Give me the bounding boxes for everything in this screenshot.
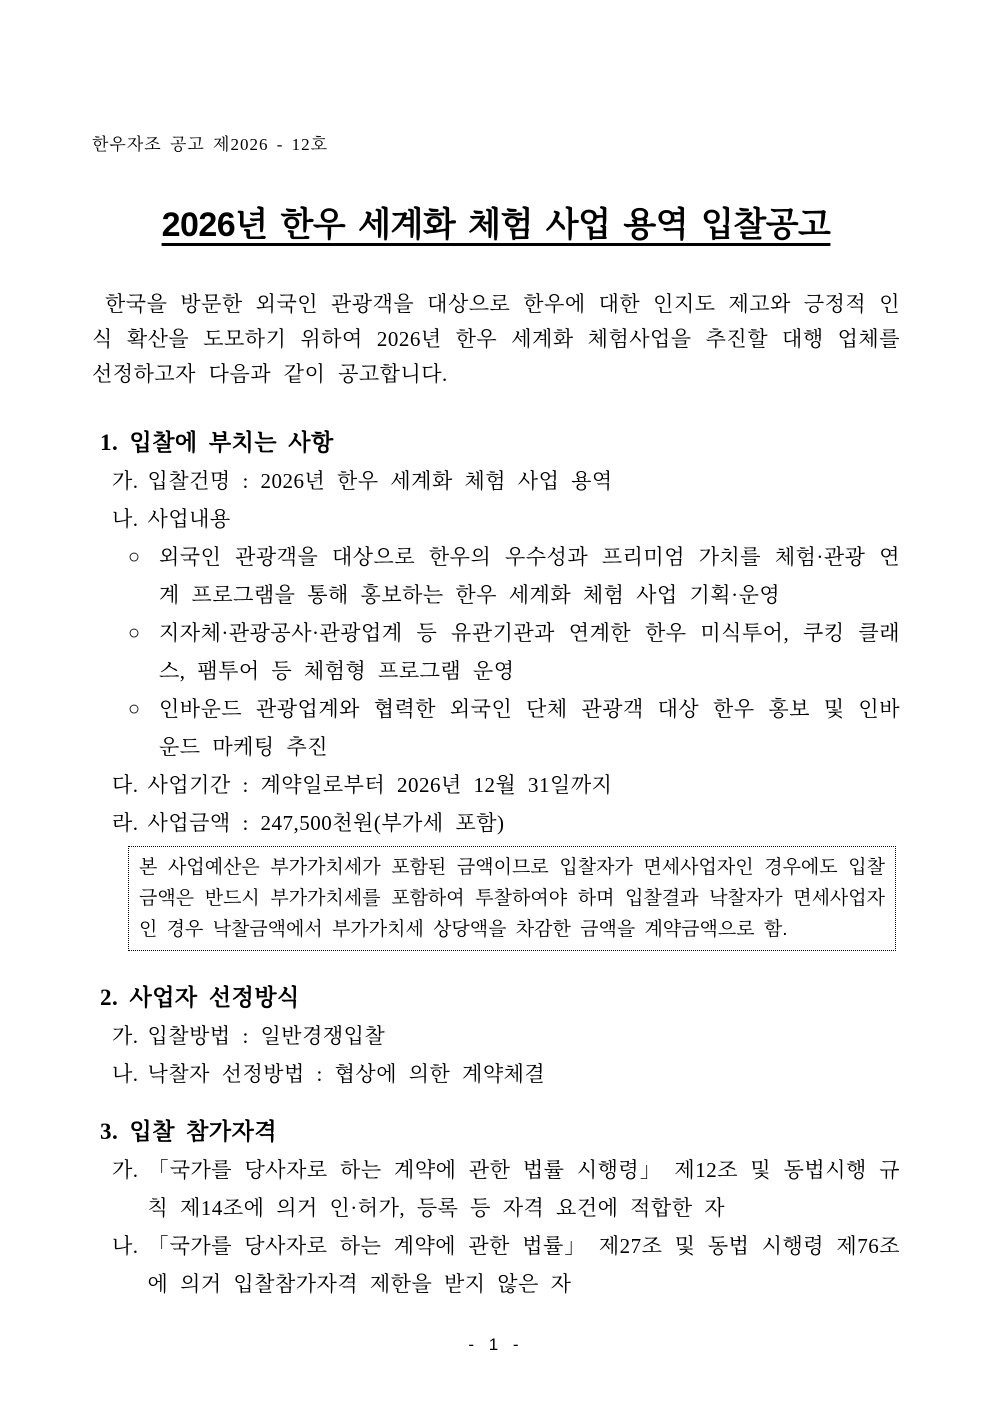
section-2-heading: 2. 사업자 선정방식 [100, 985, 300, 1010]
item-business-period [112, 766, 900, 804]
item-business-amount [112, 804, 900, 842]
item-qualification-1 [112, 1151, 900, 1227]
item-label: 나. [112, 507, 139, 531]
item-label: 가. [112, 1158, 139, 1182]
intro-paragraph: 한국을 방문한 외국인 관광객을 대상으로 한우에 대한 인지도 제고와 긍정적 인식 확산을 도모하기 위하여 2026년 한우 세계화 체험사업을 추진할 대행 업체를 선정하고자 다음과 같이 공고합니다. [92, 292, 900, 386]
bullet-tour-program [128, 614, 900, 690]
page-title [92, 201, 900, 249]
item-award-method [112, 1055, 900, 1093]
item-text: 입찰건명 : 2026년 한우 세계화 체험 사업 용역 [147, 469, 613, 493]
section-3-heading: 3. 입찰 참가자격 [100, 1119, 278, 1144]
item-label: 가. [112, 1024, 139, 1048]
bullet-text: 인바운드 관광업계와 협력한 외국인 단체 관광객 대상 한우 홍보 및 인바운드 마케팅 추진 [159, 697, 900, 759]
item-bid-name [112, 462, 900, 500]
circle-bullet-marker: ○ [128, 546, 141, 568]
item-label: 나. [112, 1234, 139, 1258]
item-text: 사업기간 : 계약일로부터 2026년 12월 31일까지 [147, 773, 613, 797]
item-text: 입찰방법 : 일반경쟁입찰 [147, 1024, 386, 1048]
item-label: 라. [112, 811, 139, 835]
bullet-text: 외국인 관광객을 대상으로 한우의 우수성과 프리미엄 가치를 체험·관광 연계 프로그램을 통해 홍보하는 한우 세계화 체험 사업 기획·운영 [159, 545, 900, 607]
item-bid-method [112, 1017, 900, 1055]
item-label: 다. [112, 773, 139, 797]
section-qualification [92, 1113, 900, 1303]
bullet-text: 지자체·관광공사·관광업계 등 유관기관과 연계한 한우 미식투어, 쿠킹 클래스, 팸투어 등 체험형 프로그램 운영 [159, 621, 900, 683]
bullet-inbound-marketing [128, 690, 900, 766]
item-label: 나. [112, 1062, 139, 1086]
vat-note-box: 본 사업예산은 부가가치세가 포함된 금액이므로 입찰자가 면세사업자인 경우에도 입찰금액은 반드시 부가가치세를 포함하여 투찰하여야 하며 입찰결과 낙찰자가 면세사업자인 경우 낙찰금액에서 부가가치세 상당액을 차감한 금액을 계약금액으로 함. [128, 846, 896, 951]
item-qualification-2 [112, 1227, 900, 1303]
page-title-text: 2026년 한우 세계화 체험 사업 용역 입찰공고 [161, 206, 831, 244]
item-text: 「국가를 당사자로 하는 계약에 관한 법률 시행령」 제12조 및 동법시행 규칙 제14조에 의거 인·허가, 등록 등 자격 요건에 적합한 자 [147, 1158, 900, 1220]
item-label: 가. [112, 469, 139, 493]
circle-bullet-marker: ○ [128, 622, 141, 644]
bullet-experience-program [128, 538, 900, 614]
section-selection-method [92, 979, 900, 1093]
item-business-content [112, 500, 900, 538]
page-number: - 1 - [468, 1335, 524, 1354]
item-text: 사업내용 [147, 507, 231, 531]
section-bid-items [92, 424, 900, 951]
item-text: 「국가를 당사자로 하는 계약에 관한 법률」 제27조 및 동법 시행령 제76조에 의거 입찰참가자격 제한을 받지 않은 자 [147, 1234, 900, 1296]
section-1-heading: 1. 입찰에 부치는 사항 [100, 430, 334, 455]
circle-bullet-marker: ○ [128, 698, 141, 720]
item-text: 낙찰자 선정방법 : 협상에 의한 계약체결 [147, 1062, 546, 1086]
doc-number: 한우자조 공고 제2026 - 12호 [92, 135, 329, 154]
item-text: 사업금액 : 247,500천원(부가세 포함) [147, 811, 505, 835]
